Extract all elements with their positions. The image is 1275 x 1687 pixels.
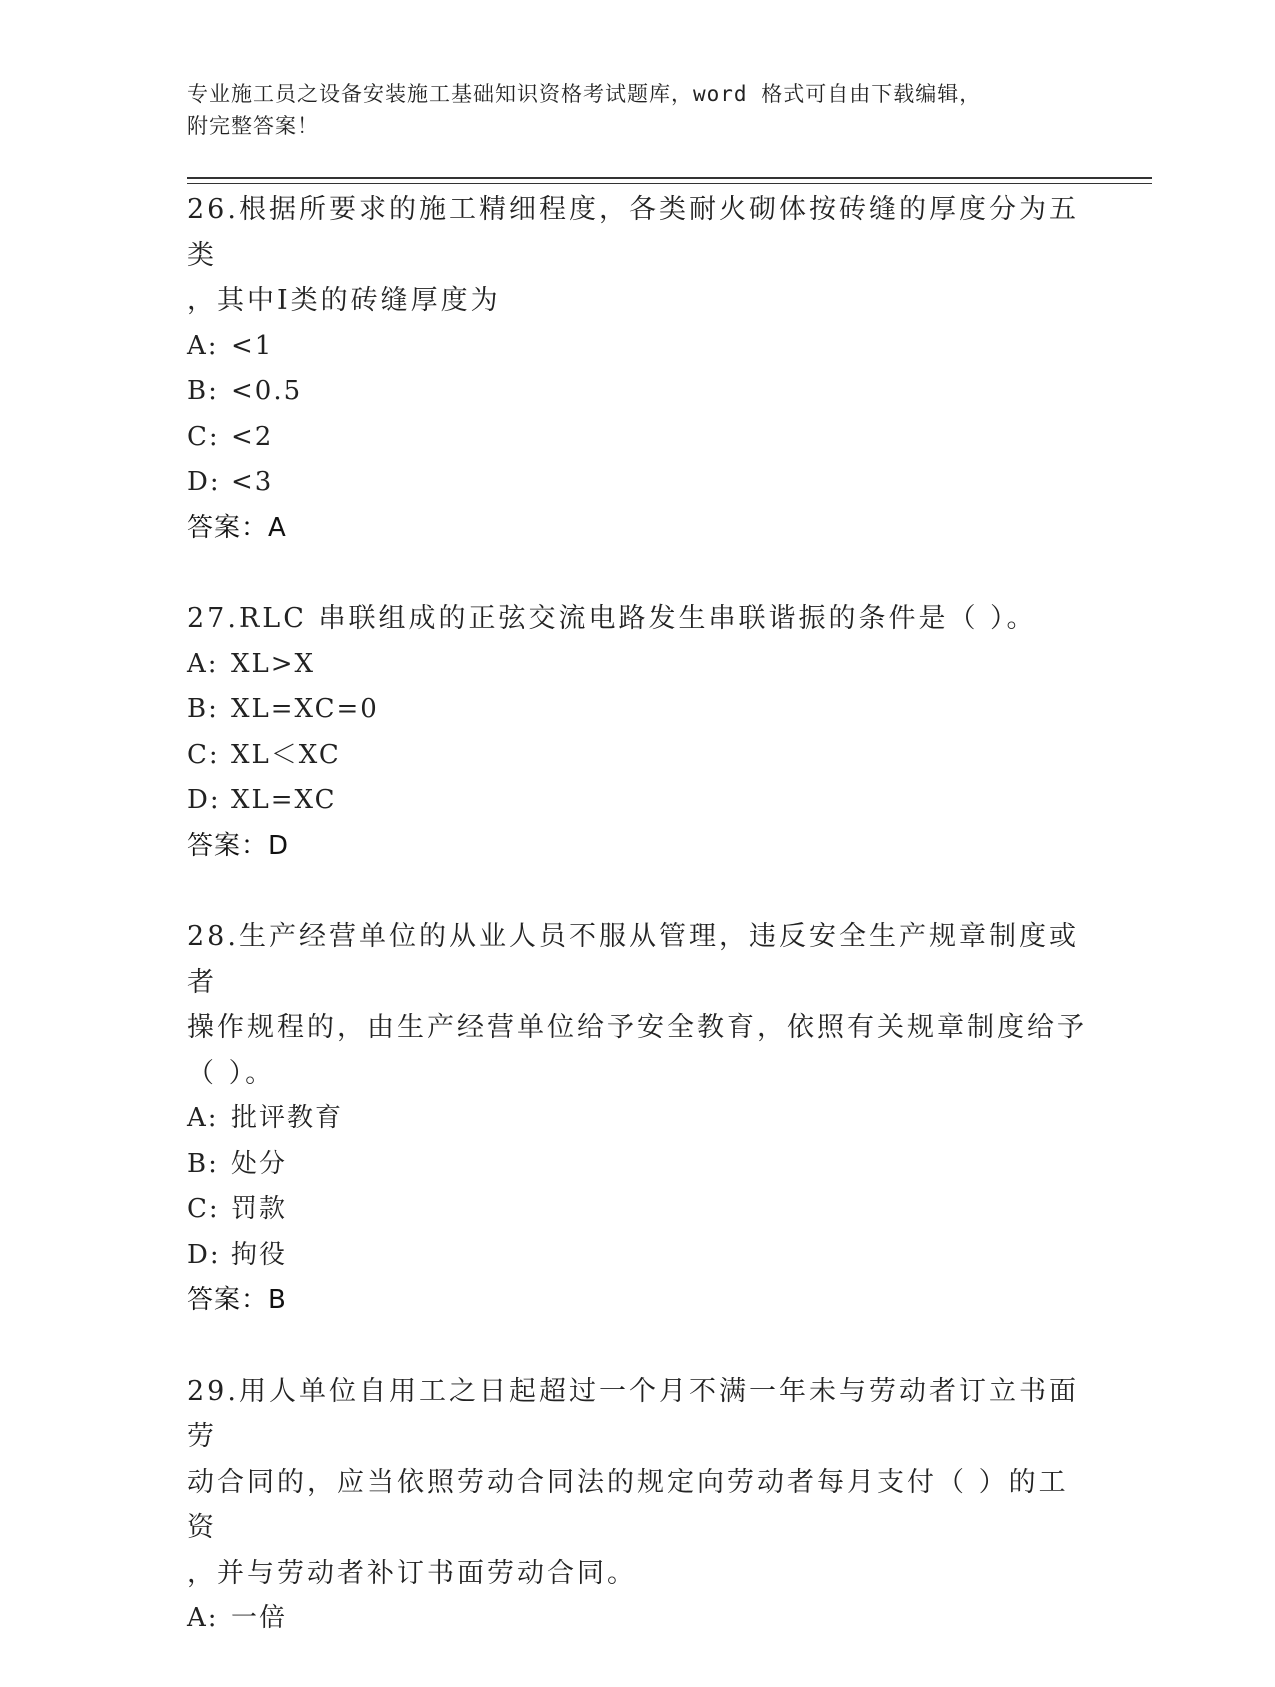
option-a	[187, 324, 1087, 370]
option-d	[187, 460, 1087, 506]
answer-line: 答案：B	[187, 1285, 287, 1315]
question-text: 27.RLC 串联组成的正弦交流电路发生串联谐振的条件是（ ）。	[187, 603, 1037, 634]
option-value: <3	[231, 467, 274, 497]
option-b	[187, 369, 1087, 415]
option-key: A:	[187, 1103, 219, 1133]
option-value: 拘役	[231, 1239, 288, 1270]
option-b	[187, 687, 1087, 733]
question-27	[187, 596, 1087, 869]
option-key: C:	[187, 421, 220, 452]
option-value: 批评教育	[231, 1103, 344, 1133]
option-value: XL＜XC	[231, 739, 341, 770]
option-a	[187, 1596, 1087, 1642]
option-key: A:	[187, 330, 219, 361]
option-value: XL=XC	[231, 785, 337, 815]
option-c	[187, 415, 1087, 461]
option-d	[187, 778, 1087, 824]
header-divider-top	[187, 177, 1152, 179]
header-line-2: 附完整答案！	[187, 114, 319, 138]
option-value: 处分	[231, 1148, 288, 1179]
document-header	[187, 78, 1087, 142]
option-key: A:	[187, 1603, 219, 1633]
header-divider-bottom	[187, 183, 1152, 184]
option-key: B:	[187, 694, 219, 724]
option-key: B:	[187, 1148, 219, 1179]
option-value: 罚款	[231, 1194, 288, 1224]
question-26	[187, 187, 1087, 551]
option-value: <1	[231, 330, 274, 361]
option-c	[187, 1187, 1087, 1233]
option-c	[187, 733, 1087, 779]
option-key: C:	[187, 1194, 220, 1224]
question-list	[187, 187, 1087, 1687]
option-key: A:	[187, 648, 219, 679]
option-value: <0.5	[231, 376, 303, 406]
answer-line: 答案：A	[187, 512, 287, 543]
option-key: D:	[187, 1239, 221, 1270]
question-28	[187, 914, 1087, 1324]
question-29	[187, 1369, 1087, 1642]
option-key: C:	[187, 739, 220, 770]
option-value: <2	[231, 421, 274, 452]
option-value: XL=XC=0	[231, 694, 379, 724]
answer-line: 答案：D	[187, 830, 290, 861]
option-a	[187, 1096, 1087, 1142]
option-key: D:	[187, 785, 221, 815]
header-line-1: 专业施工员之设备安装施工基础知识资格考试题库，word 格式可自由下载编辑，	[187, 82, 982, 106]
option-value: XL>X	[231, 648, 316, 679]
option-value: 一倍	[231, 1603, 288, 1633]
option-key: B:	[187, 376, 219, 406]
option-d	[187, 1233, 1087, 1279]
question-text: 29.用人单位自用工之日起超过一个月不满一年未与劳动者订立书面劳 动合同的，应当依照劳动合同法的规定向劳动者每月支付（ ）的工资 ，并与劳动者补订书面劳动合同。	[187, 1375, 1079, 1589]
option-a	[187, 642, 1087, 688]
question-text: 28.生产经营单位的从业人员不服从管理，违反安全生产规章制度或者 操作规程的，由生产经营单位给予安全教育，依照有关规章制度给予 （ ）。	[187, 921, 1087, 1089]
option-key: D:	[187, 467, 221, 497]
option-b	[187, 1142, 1087, 1188]
question-text: 26.根据所要求的施工精细程度，各类耐火砌体按砖缝的厚度分为五类 ，其中Ⅰ类的砖缝厚度为	[187, 194, 1079, 316]
